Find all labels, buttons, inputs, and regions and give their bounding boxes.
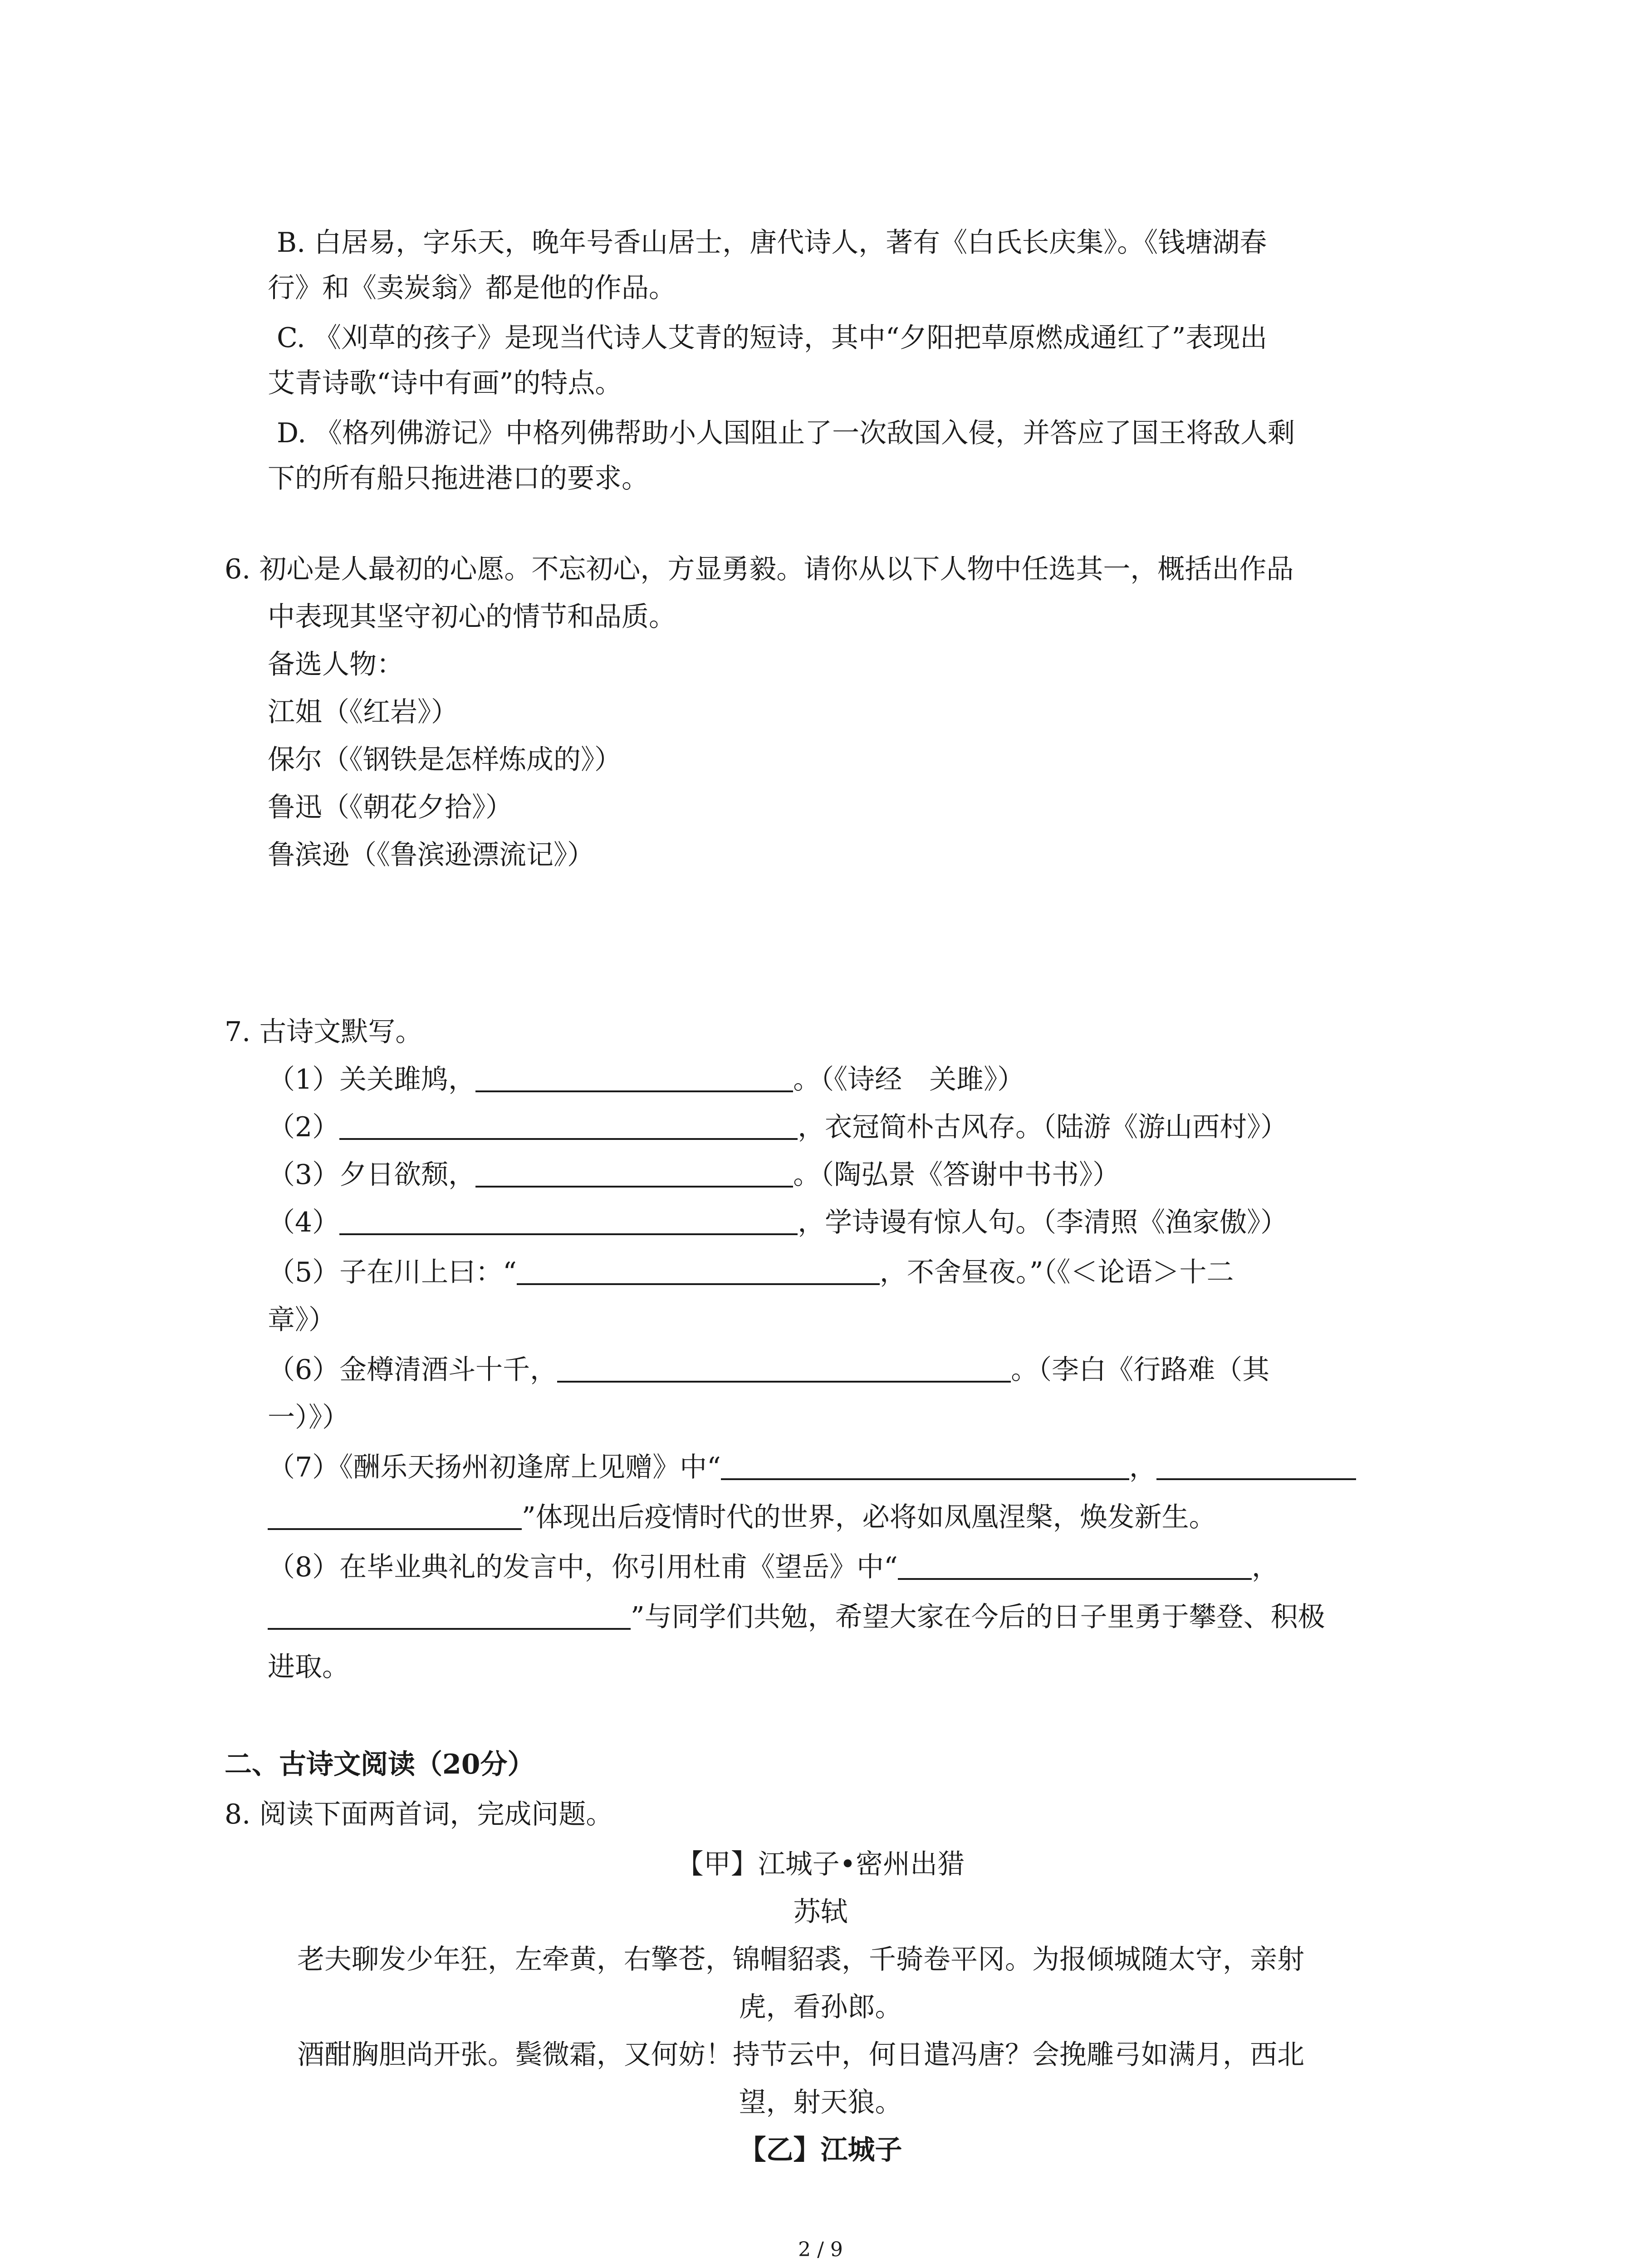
section-heading: 二、古诗文阅读（20分） [225, 1749, 535, 1780]
q7-item-7-comma: ， [1129, 1452, 1156, 1483]
q7-item-8-end: 进取。 [268, 1651, 349, 1683]
answer-blank[interactable] [517, 1256, 880, 1285]
answer-blank[interactable] [475, 1063, 793, 1092]
q5-option-b-line1: B. 白居易，字乐天，晚年号香山居士，唐代诗人，著有《白氏长庆集》。《钱塘湖春 [277, 227, 1267, 259]
answer-blank[interactable] [1156, 1451, 1356, 1480]
poem-2-title: 【乙】江城子 [739, 2134, 902, 2166]
q7-item-3 [268, 1150, 1120, 1200]
q7-item-1 [268, 1055, 1024, 1105]
q7-item-4-prefix: （4） [268, 1207, 340, 1238]
q7-item-7 [268, 1442, 1356, 1492]
q6-option: 鲁滨逊（《鲁滨逊漂流记》） [268, 839, 594, 871]
q7-item-8-suffix: ”与同学们共勉，希望大家在今后的日子里勇于攀登、积极 [631, 1601, 1325, 1633]
q7-item-5-suffix: ，不舍昼夜。”（《＜论语＞十二 [879, 1256, 1234, 1288]
q5-option-c-line1: C. 《刈草的孩子》是现当代诗人艾青的短诗，其中“夕阳把草原燃成通红了”表现出 [277, 322, 1268, 354]
poem-1-title: 【甲】江城子•密州出猎 [676, 1848, 965, 1880]
q7-item-7-suffix: ”体现出后疫情时代的世界，必将如凤凰涅槃，焕发新生。 [522, 1501, 1216, 1533]
answer-blank[interactable] [721, 1451, 1129, 1480]
q7-item-2-suffix: ，衣冠简朴古风存。（陆游《游山西村》） [798, 1111, 1288, 1143]
q6-option: 江姐（《红岩》） [268, 696, 458, 728]
q7-item-1-prefix: （1）关关雎鸠， [268, 1064, 476, 1095]
poem-1-line: 望，射天狼。 [739, 2087, 902, 2118]
q6-stem-line2: 中表现其坚守初心的情节和品质。 [268, 601, 676, 633]
q7-item-1-suffix: 。（《诗经 关雎》） [793, 1064, 1025, 1095]
page-number: 2 / 9 [798, 2238, 843, 2261]
answer-blank[interactable] [339, 1206, 798, 1235]
q7-item-6-prefix: （6）金樽清酒斗十千， [268, 1354, 558, 1386]
q7-item-3-suffix: 。（陶弘景《答谢中书书》） [793, 1159, 1120, 1191]
answer-blank[interactable] [268, 1601, 631, 1630]
q7-item-7-prefix: （7）《酬乐天扬州初逢席上见赠》中“ [268, 1452, 721, 1483]
answer-blank[interactable] [557, 1354, 1011, 1383]
q6-stem-line1: 6. 初心是人最初的心愿。不忘初心，方显勇毅。请你从以下人物中任选其一，概括出作品 [225, 553, 1294, 585]
q7-item-6-continued: 一）》） [268, 1402, 349, 1433]
q6-option: 保尔（《钢铁是怎样炼成的》） [268, 744, 622, 776]
q7-item-8-continued [268, 1592, 1325, 1642]
q7-item-5 [268, 1247, 1234, 1297]
q7-item-4-suffix: ，学诗谩有惊人句。（李清照《渔家傲》） [798, 1207, 1288, 1238]
answer-blank[interactable] [898, 1551, 1252, 1580]
answer-blank[interactable] [475, 1158, 793, 1188]
q7-item-5-continued: 章》） [268, 1304, 336, 1336]
poem-1-line: 酒酣胸胆尚开张。鬓微霜，又何妨！持节云中，何日遣冯唐？会挽雕弓如满月，西北 [297, 2039, 1304, 2071]
q7-item-6-suffix: 。（李白《行路难（其 [1011, 1354, 1270, 1386]
q7-item-8 [268, 1542, 1279, 1592]
answer-blank[interactable] [268, 1501, 522, 1530]
q5-option-b-line2: 行》和《卖炭翁》都是他的作品。 [268, 272, 676, 304]
q7-item-8-prefix: （8）在毕业典礼的发言中，你引用杜甫《望岳》中“ [268, 1551, 898, 1583]
q5-option-d-line2: 下的所有船只拖进港口的要求。 [268, 463, 649, 494]
q7-item-2 [268, 1102, 1288, 1152]
q7-item-6 [268, 1345, 1269, 1395]
q6-option: 鲁迅（《朝花夕拾》） [268, 792, 513, 823]
q7-title: 7. 古诗文默写。 [225, 1016, 423, 1048]
q7-item-7-continued [268, 1492, 1216, 1542]
q8-prompt: 8. 阅读下面两首词，完成问题。 [225, 1799, 613, 1830]
answer-blank[interactable] [339, 1111, 798, 1140]
poem-1-author: 苏轼 [793, 1896, 848, 1928]
q7-item-8-comma: ， [1251, 1551, 1279, 1583]
poem-1-line: 老夫聊发少年狂，左牵黄，右擎苍，锦帽貂裘，千骑卷平冈。为报倾城随太守，亲射 [297, 1944, 1304, 1975]
q6-options-label: 备选人物： [268, 649, 404, 680]
q7-item-4 [268, 1198, 1288, 1247]
q7-item-3-prefix: （3）夕日欲颓， [268, 1159, 476, 1191]
q5-option-c-line2: 艾青诗歌“诗中有画”的特点。 [268, 367, 622, 399]
q5-option-d-line1: D. 《格列佛游记》中格列佛帮助小人国阻止了一次敌国入侵，并答应了国王将敌人剩 [277, 417, 1295, 449]
poem-1-line: 虎，看孙郎。 [739, 1991, 902, 2023]
q7-item-5-prefix: （5）子在川上曰：“ [268, 1256, 517, 1288]
q7-item-2-prefix: （2） [268, 1111, 340, 1143]
